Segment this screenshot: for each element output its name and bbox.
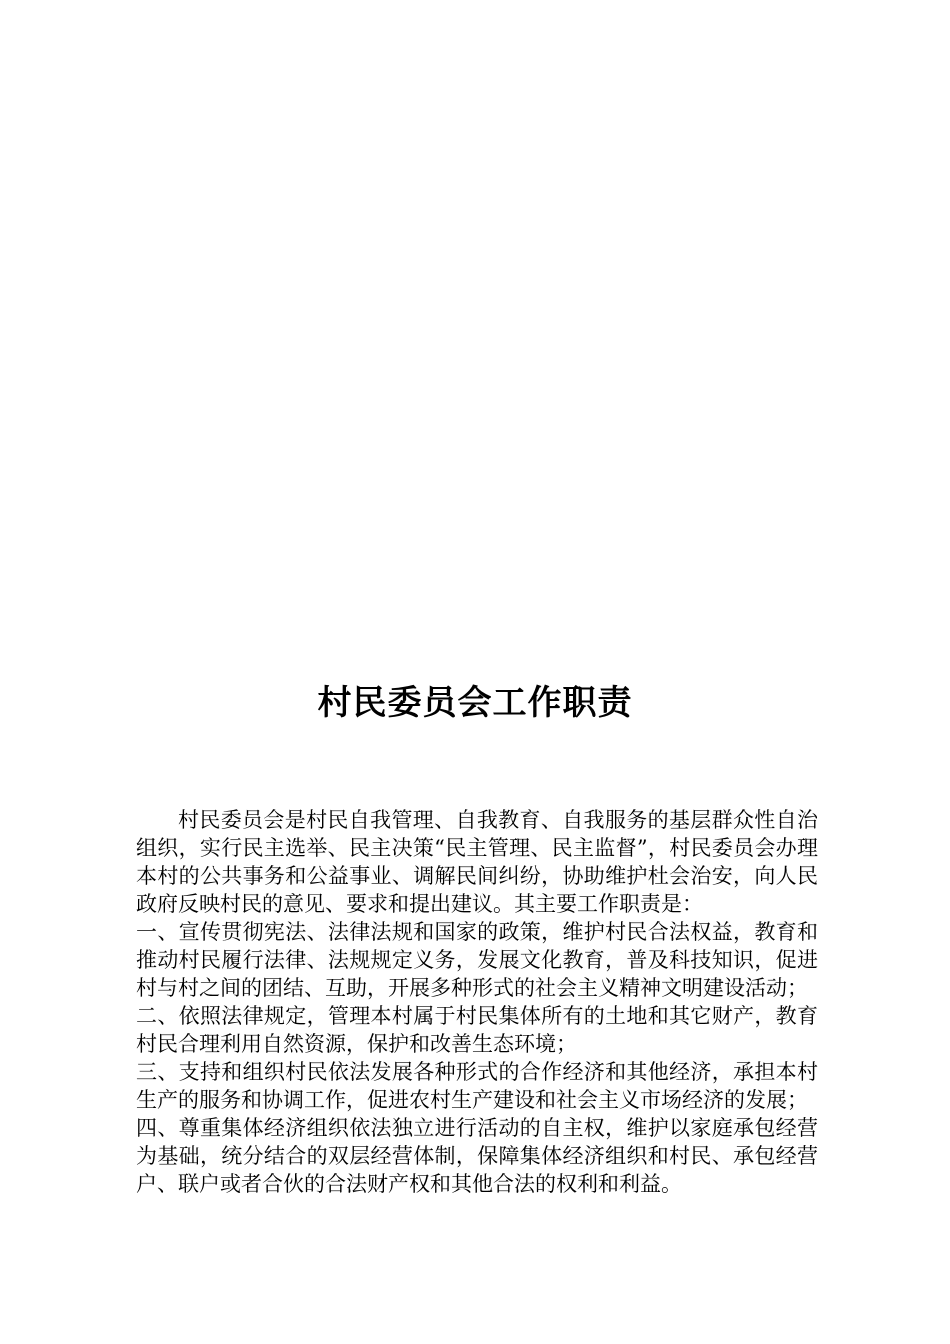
- intro-paragraph: 村民委员会是村民自我管理、自我教育、自我服务的基层群众性自治组织，实行民主选举、民主决策“民主管理、民主监督”，村民委员会办理本村的公共事务和公益事业、调解民间纠纷，协助维护杜会治安，向人民政府反映村民的意见、要求和提出建议。其主要工作职责是：: [136, 808, 818, 916]
- duty-item-4: 四、尊重集体经济组织依法独立进行活动的自主权，维护以家庭承包经营为基础，统分结合的双层经营体制，保障集体经济组织和村民、承包经营户、联户或者合伙的合法财产权和其他合法的权利和利益。: [136, 1116, 818, 1196]
- document-body: [136, 806, 818, 1198]
- duty-item-2: 二、依照法律规定，管理本村属于村民集体所有的土地和其它财产，教育村民合理利用自然资源，保护和改善生态环境；: [136, 1004, 818, 1056]
- duty-item-3: 三、支持和组织村民依法发展各种形式的合作经济和其他经济，承担本村生产的服务和协调工作，促进农村生产建设和社会主义市场经济的发展；: [136, 1060, 818, 1112]
- duty-item-1: 一、宣传贯彻宪法、法律法规和国家的政策，维护村民合法权益，教育和推动村民履行法律、法规规定义务，发展文化教育，普及科技知识，促进村与村之间的团结、互助，开展多种形式的社会主义精神文明建设活动；: [136, 920, 818, 1000]
- document-title: 村民委员会工作职责: [317, 683, 633, 723]
